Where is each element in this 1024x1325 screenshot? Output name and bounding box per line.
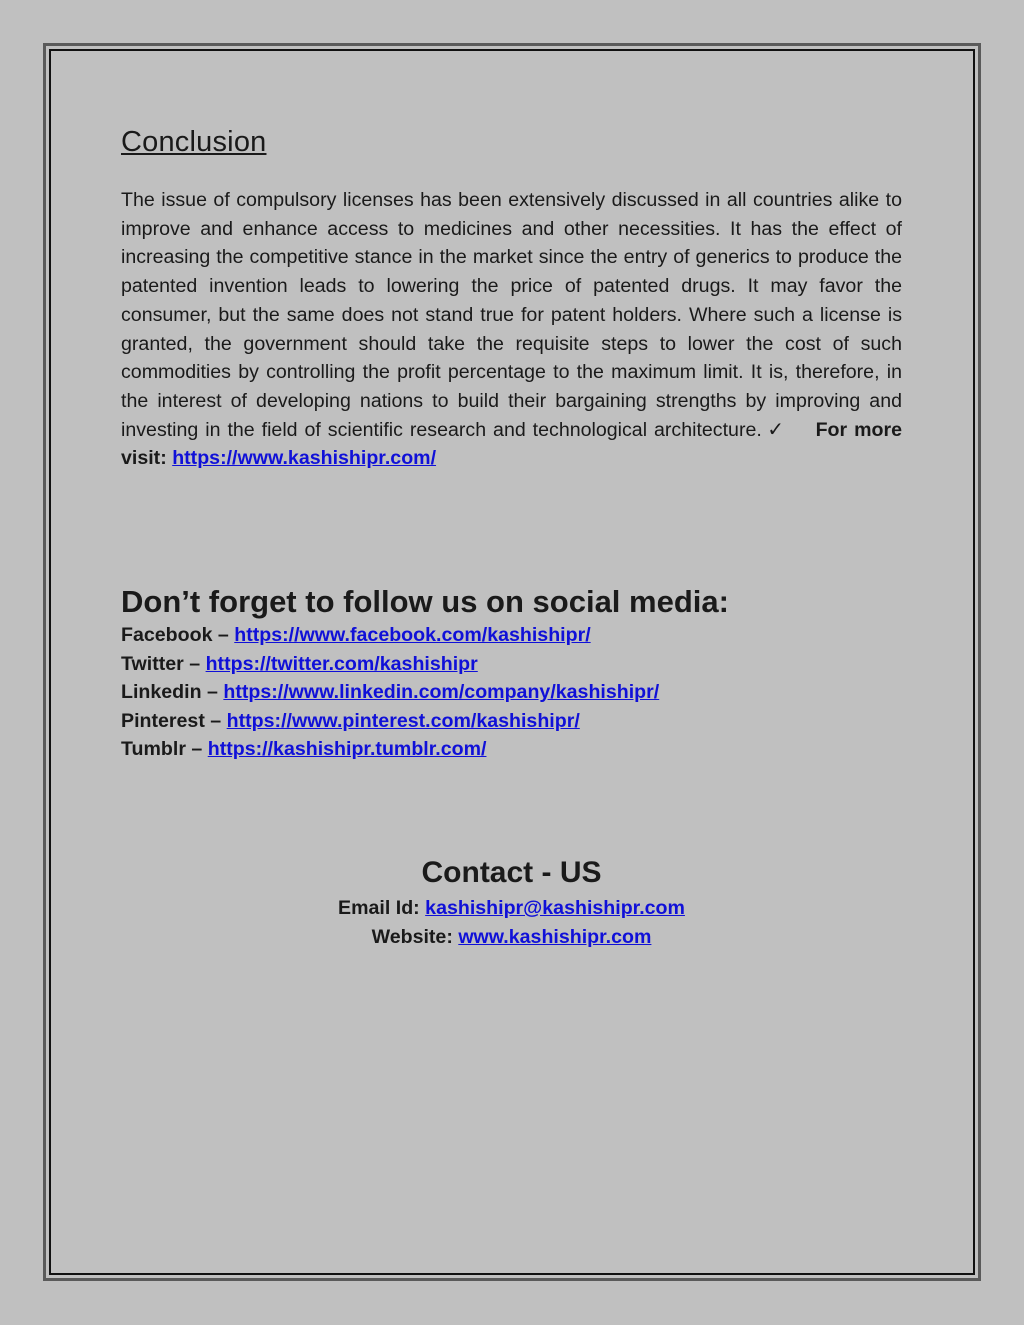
social-list	[121, 621, 659, 764]
pinterest-link[interactable]: https://www.pinterest.com/kashishipr/	[226, 709, 580, 732]
conclusion-heading: Conclusion	[121, 126, 267, 158]
social-item-tumblr	[121, 735, 659, 764]
twitter-link[interactable]: https://twitter.com/kashishipr	[205, 652, 478, 675]
social-label: Pinterest –	[121, 709, 222, 732]
email-link[interactable]: kashishipr@kashishipr.com	[425, 897, 685, 919]
social-item-linkedin	[121, 678, 659, 707]
website-line	[121, 923, 902, 952]
social-heading: Don’t forget to follow us on social media:	[121, 584, 729, 619]
main-content	[121, 118, 902, 761]
contact-section	[121, 852, 902, 951]
linkedin-link[interactable]: https://www.linkedin.com/company/kashishipr/	[223, 681, 660, 704]
facebook-link[interactable]: https://www.facebook.com/kashishipr/	[234, 624, 591, 646]
social-item-pinterest	[121, 707, 659, 736]
social-item-twitter	[121, 650, 659, 679]
check-icon: ✓	[765, 418, 786, 441]
kashishipr-website-link[interactable]: https://www.kashishipr.com/	[172, 447, 437, 470]
social-label: Facebook –	[121, 624, 229, 646]
email-line	[121, 894, 902, 923]
social-label: Twitter –	[121, 652, 201, 675]
website-link[interactable]: www.kashishipr.com	[458, 925, 652, 948]
social-label: Tumblr –	[121, 738, 203, 761]
social-item-facebook	[121, 621, 659, 650]
tumblr-link[interactable]: https://kashishipr.tumblr.com/	[207, 738, 487, 761]
conclusion-paragraph	[121, 186, 902, 473]
for-more-label: For more visit:	[121, 418, 902, 470]
contact-heading: Contact - US	[421, 856, 602, 889]
email-label: Email Id:	[338, 897, 420, 919]
social-label: Linkedin –	[121, 681, 218, 704]
conclusion-text: The issue of compulsory licenses has been extensively discussed in all countries alike to improve and enhance access to medicines and other necessities. It has the effect of increasing the competitive stance in the market since the entry of generics to produce the patented invention leads to lowering the price of patented drugs. It may favor the consumer, but the same does not stand true for patent holders. Where such a license is granted, the government should take the requisite steps to lower the cost of such commodities by controlling the profit percentage to the maximum limit. It is, therefore, in the interest of developing nations to build their bargaining strengths by improving and investing in the field of scientific research and technological architecture.	[121, 189, 902, 441]
website-label: Website:	[371, 925, 453, 948]
